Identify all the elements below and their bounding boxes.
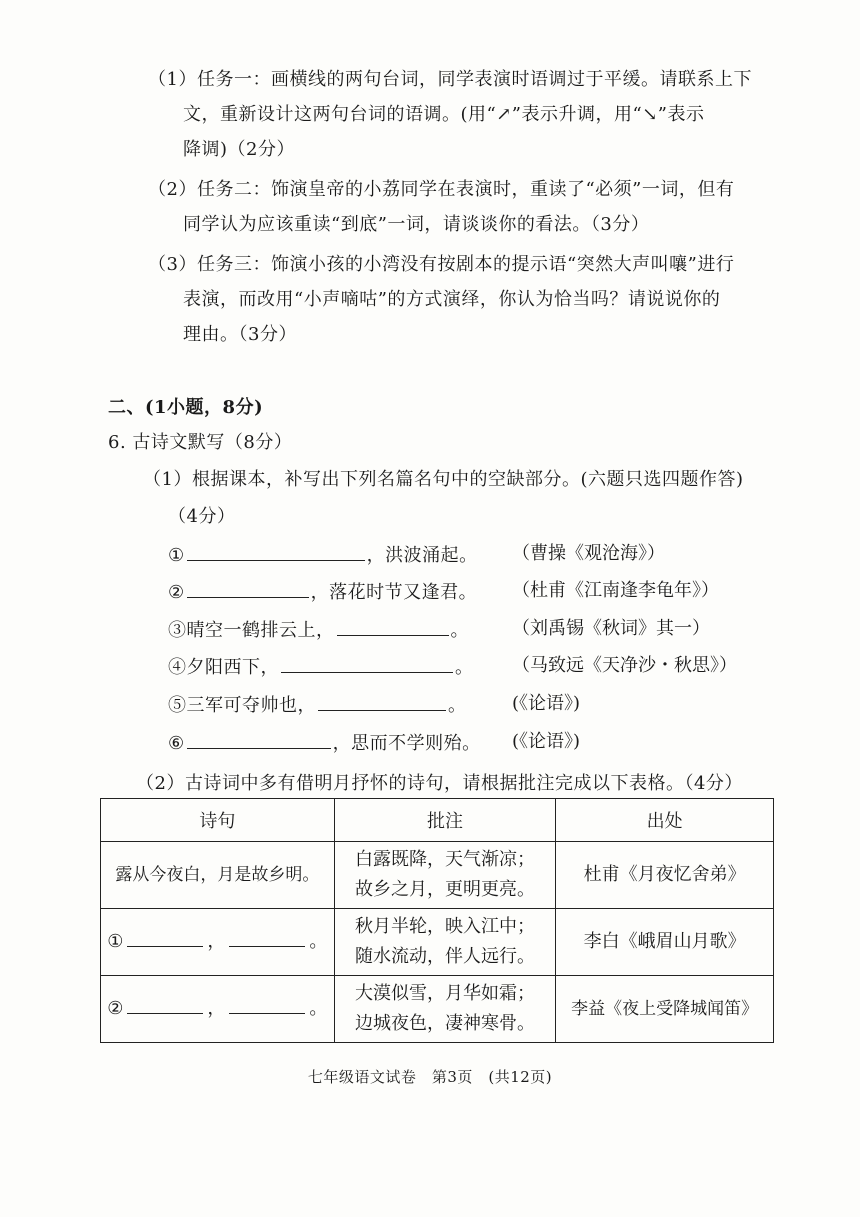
fill-item-6: ⑥ ，思而不学则殆。 bbox=[168, 730, 481, 756]
fill-item-2-source: （杜甫《江南逢李龟年》） bbox=[512, 580, 719, 601]
answer-blank[interactable] bbox=[229, 997, 305, 1014]
fill-item-4-source: （马致远《天净沙・秋思》） bbox=[512, 655, 737, 676]
fill-item-6-source: (《论语》) bbox=[512, 731, 581, 752]
fill-item-3: ③晴空一鹤排云上， 。 bbox=[168, 617, 469, 643]
verse-cell: ① ， 。 bbox=[101, 909, 335, 976]
task3-line1: （3）任务三：饰演小孩的小湾没有按剧本的提示语“突然大声叫嚷”进行 bbox=[148, 254, 735, 275]
page-footer: 七年级语文试卷 第3页 (共12页) bbox=[307, 1068, 553, 1086]
question-6-title: 6. 古诗文默写（8分） bbox=[108, 432, 293, 453]
task3-line2: 表演，而改用“小声嘀咕”的方式演绎，你认为恰当吗？请说说你的 bbox=[183, 289, 721, 310]
answer-blank[interactable] bbox=[337, 617, 449, 636]
part1-score: （4分） bbox=[168, 506, 236, 527]
fill-item-4: ④夕阳西下， 。 bbox=[168, 654, 474, 680]
task3-line3: 理由。（3分） bbox=[183, 324, 297, 345]
fill-item-5-source: (《论语》) bbox=[512, 693, 581, 714]
fill-item-2: ② ，落花时节又逢君。 bbox=[168, 579, 477, 605]
answer-blank[interactable] bbox=[187, 542, 365, 561]
answer-blank[interactable] bbox=[318, 692, 446, 711]
section-heading: 二、(1小题，8分) bbox=[108, 397, 264, 418]
part1-instruction: （1）根据课本，补写出下列名篇名句中的空缺部分。(六题只选四题作答) bbox=[143, 469, 744, 490]
header-source: 出处 bbox=[556, 799, 774, 842]
note-cell: 秋月半轮，映入江中； 随水流动，伴人远行。 bbox=[334, 909, 556, 976]
fill-item-1-source: （曹操《观沧海》） bbox=[512, 543, 665, 564]
header-note: 批注 bbox=[334, 799, 556, 842]
verse-cell: 露从今夜白，月是故乡明。 bbox=[101, 842, 335, 909]
task2-line2: 同学认为应该重读“到底”一词，请谈谈你的看法。（3分） bbox=[183, 214, 650, 235]
note-cell: 白露既降，天气渐凉； 故乡之月，更明更亮。 bbox=[334, 842, 556, 909]
source-cell: 李白《峨眉山月歌》 bbox=[556, 909, 774, 976]
source-cell: 李益《夜上受降城闻笛》 bbox=[556, 976, 774, 1043]
task1-line1: （1）任务一：画横线的两句台词，同学表演时语调过于平缓。请联系上下 bbox=[148, 69, 752, 90]
source-cell: 杜甫《月夜忆舍弟》 bbox=[556, 842, 774, 909]
table-row bbox=[101, 842, 774, 909]
fill-item-1: ① ，洪波涌起。 bbox=[168, 542, 478, 568]
note-cell: 大漠似雪，月华如霜； 边城夜色，凄神寒骨。 bbox=[334, 976, 556, 1043]
answer-blank[interactable] bbox=[187, 730, 331, 749]
table-header-row bbox=[101, 799, 774, 842]
verse-cell: ② ， 。 bbox=[101, 976, 335, 1043]
answer-blank[interactable] bbox=[127, 997, 203, 1014]
task1-line3: 降调)（2分） bbox=[183, 139, 295, 160]
answer-blank[interactable] bbox=[127, 930, 203, 947]
fill-item-5: ⑤三军可夺帅也， 。 bbox=[168, 692, 467, 718]
header-verse: 诗句 bbox=[101, 799, 335, 842]
answer-blank[interactable] bbox=[281, 654, 453, 673]
fill-item-3-source: （刘禹锡《秋词》其一） bbox=[512, 618, 710, 639]
part2-instruction: （2）古诗词中多有借明月抒怀的诗句，请根据批注完成以下表格。（4分） bbox=[136, 773, 743, 794]
answer-blank[interactable] bbox=[229, 930, 305, 947]
answer-blank[interactable] bbox=[187, 579, 309, 598]
table-row bbox=[101, 909, 774, 976]
table-row bbox=[101, 976, 774, 1043]
task1-line2: 文，重新设计这两句台词的语调。(用“↗”表示升调，用“↘”表示 bbox=[183, 104, 705, 125]
task2-line1: （2）任务二：饰演皇帝的小荔同学在表演时，重读了“必须”一词，但有 bbox=[148, 179, 735, 200]
moon-poem-table bbox=[100, 798, 774, 1043]
